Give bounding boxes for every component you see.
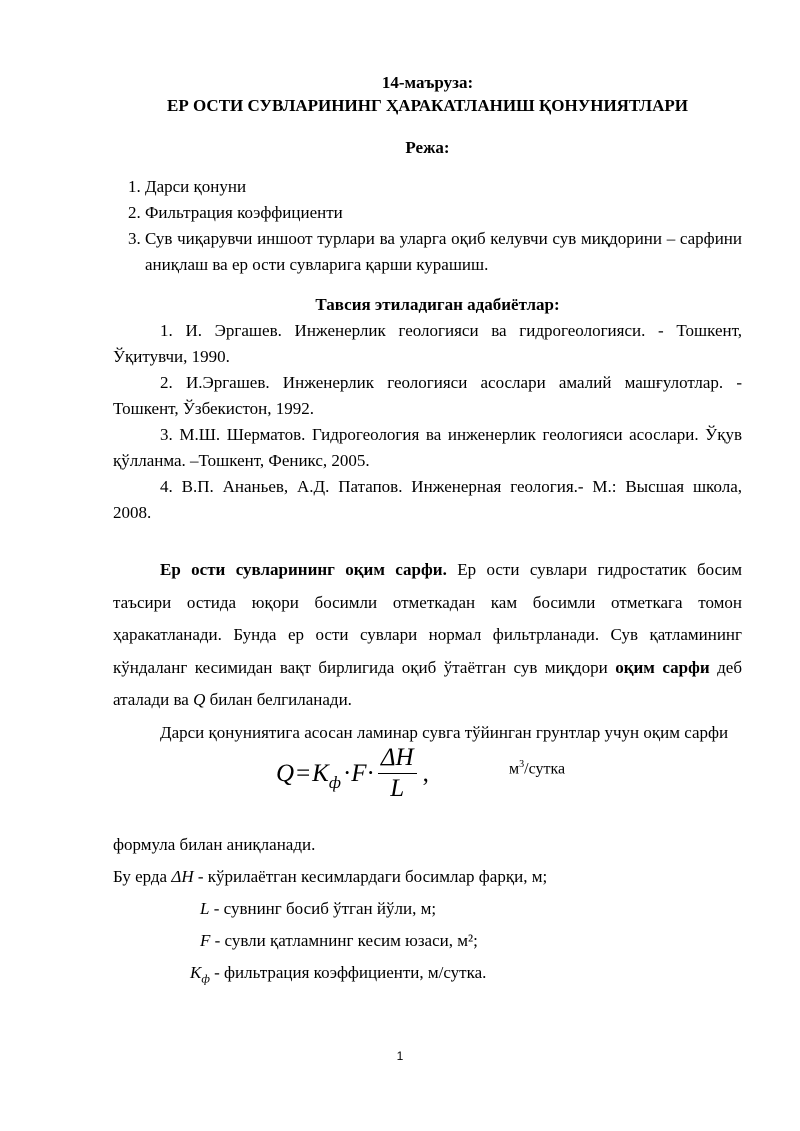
document-page bbox=[113, 72, 742, 994]
literature-item: 3. М.Ш. Шерматов. Гидрогеология ва инженерлик геологияси асослари. Ўқув қўлланма. –Тошкент, Феникс, 2005. bbox=[113, 425, 742, 470]
plan-list bbox=[113, 174, 742, 278]
formula-comma: , bbox=[422, 759, 429, 787]
darcy-formula bbox=[276, 743, 429, 804]
units-rest: /сутка bbox=[524, 760, 566, 778]
lecture-title: ЕР ОСТИ СУВЛАРИНИНГ ҲАРАКАТЛАНИШ ҚОНУНИЯТЛАРИ bbox=[167, 96, 688, 115]
formula-lead: формула билан аниқланади. bbox=[113, 835, 316, 854]
paragraph-text: билан белгиланади. bbox=[205, 690, 352, 709]
definition-text: - сувли қатламнинг кесим юзаси, м²; bbox=[210, 931, 478, 950]
formula-dot: · bbox=[366, 759, 375, 787]
formula-units bbox=[509, 759, 565, 778]
definition-text: - кўрилаётган кесимлардаги босимлар фарқи, м; bbox=[193, 867, 548, 886]
plan-item: 2. Фильтрация коэффициенти bbox=[145, 200, 742, 226]
definition-line bbox=[113, 957, 742, 994]
formula-k: K bbox=[312, 759, 329, 787]
formula-fraction bbox=[378, 743, 417, 804]
units-base: м bbox=[509, 760, 520, 778]
literature-item: 4. В.П. Ананьев, А.Д. Патапов. Инженерная геология.- М.: Высшая школа, 2008. bbox=[113, 477, 742, 522]
formula-equals: = bbox=[296, 759, 311, 787]
bold-term: оқим сарфи bbox=[615, 657, 710, 677]
formula-f: F bbox=[351, 759, 367, 787]
plan-title: Режа: bbox=[405, 138, 450, 157]
definition-symbol: L bbox=[200, 899, 210, 918]
definition-symbol: F bbox=[200, 931, 211, 950]
definition-text: - сувнинг босиб ўтган йўли, м; bbox=[209, 899, 437, 918]
section-heading: Ер ости сувларининг оқим сарфи. bbox=[160, 560, 447, 579]
definition-subscript: ф bbox=[201, 971, 210, 986]
literature-title: Тавсия этиладиган адабиётлар: bbox=[315, 295, 560, 314]
formula-q: Q bbox=[276, 759, 295, 787]
literature-item: 1. И. Эргашев. Инженерлик геологияси ва гидрогеологияси. - Тошкент, Ўқитувчи, 1990. bbox=[113, 321, 742, 366]
literature-item: 2. И.Эргашев. Инженерлик геологияси асослари амалий машғулотлар. - Тошкент, Ўзбекистон, 1992. bbox=[113, 373, 742, 418]
plan-item: 1. Дарси қонуни bbox=[145, 174, 742, 200]
section-paragraph-1 bbox=[113, 554, 742, 717]
definition-line bbox=[113, 925, 742, 957]
plan-item: 3. Сув чиқарувчи иншоот турлари ва уларга оқиб келувчи сув миқдорини – сарфини аниқлаш ва ер ости сувларига қарши курашиш. bbox=[145, 226, 742, 278]
definition-intro: Бу ерда bbox=[113, 867, 172, 886]
units-exponent: 3 bbox=[519, 759, 525, 770]
paragraph-text: деб аталади ва bbox=[113, 657, 742, 709]
page-number: 1 bbox=[396, 1049, 404, 1063]
formula-numerator: ΔH bbox=[378, 743, 417, 774]
definition-symbol: ΔH bbox=[171, 867, 194, 886]
symbol-q: Q bbox=[193, 690, 206, 709]
definition-line bbox=[113, 861, 742, 893]
lecture-number: 14-маъруза: bbox=[381, 73, 474, 92]
formula-k-subscript: ф bbox=[328, 772, 341, 792]
definition-text: - фильтрация коэффициенти, м/сутка. bbox=[209, 963, 487, 982]
formula-block bbox=[113, 744, 742, 829]
formula-denominator: L bbox=[390, 775, 405, 802]
definition-line bbox=[113, 893, 742, 925]
formula-dot: · bbox=[342, 759, 352, 787]
section-paragraph-2: Дарси қонуниятига асосан ламинар сувга тўйинган грунтлар учун оқим сарфи bbox=[160, 722, 729, 742]
definition-symbol: K bbox=[190, 963, 202, 982]
paragraph-text: Ер ости сувлари гидростатик босим таъсири остида юқори босимли отметкадан кам босимли отметкага томон ҳаракатланади. Бунда ер ости сувлари нормал фильтрланади. Сув қатламининг кўндаланг кесимидан вақт бирлигида оқиб ўтаётган сув миқдори bbox=[113, 560, 742, 677]
